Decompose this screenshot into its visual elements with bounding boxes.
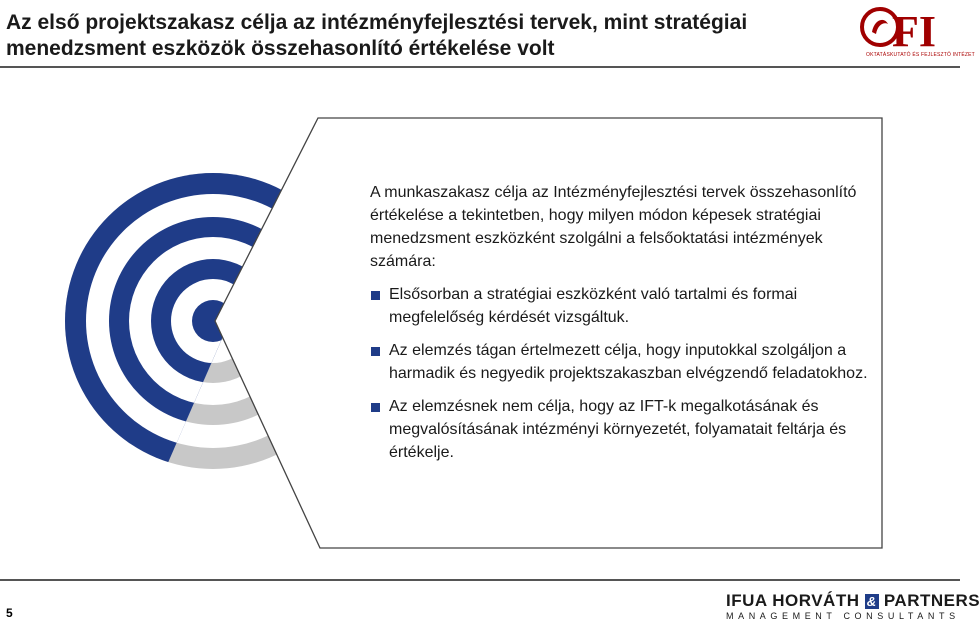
header-divider (0, 66, 960, 68)
brand-ampersand: & (866, 594, 877, 609)
page-title: Az első projektszakasz célja az intézményfejlesztési tervek, mint stratégiai menedzsment eszközök összehasonlító értékelése volt (6, 11, 748, 60)
brand-right: PARTNERS (883, 591, 980, 610)
logo-text: FI (892, 7, 936, 56)
bullet-list (370, 283, 870, 464)
list-item (370, 339, 870, 385)
content-panel (370, 181, 870, 474)
ifua-horvath-logo (726, 591, 980, 611)
footer-divider (0, 579, 960, 581)
square-bullet-icon (371, 291, 380, 300)
square-bullet-icon (371, 347, 380, 356)
logo-tagline: OKTATÁSKUTATÓ ÉS FEJLESZTŐ INTÉZET (866, 52, 975, 58)
page-number: 5 (6, 606, 13, 620)
list-item (370, 395, 870, 464)
list-item (370, 283, 870, 329)
bullet-text: Az elemzés tágan értelmezett célja, hogy inputokkal szolgáljon a harmadik és negyedik projektszakaszban elvégzendő feladatokhoz. (389, 342, 868, 382)
bullet-text: Elsősorban a stratégiai eszközként való tartalmi és formai megfelelőség kérdését vizsgáltuk. (389, 286, 798, 326)
square-bullet-icon (371, 403, 380, 412)
bullet-text: Az elemzésnek nem célja, hogy az IFT-k megalkotásának és megvalósításának intézményi környezetét, folyamatait feltárja és értékelje. (389, 398, 847, 461)
brand-subtitle: MANAGEMENT CONSULTANTS (726, 611, 960, 621)
brand-left: IFUA HORVÁTH (726, 591, 860, 610)
intro-paragraph: A munkaszakasz célja az Intézményfejlesztési tervek összehasonlító értékelése a tekintetben, hogy milyen módon képesek stratégiai menedzsment eszközként szolgálni a felsőoktatási intézmények számára: (370, 184, 857, 270)
